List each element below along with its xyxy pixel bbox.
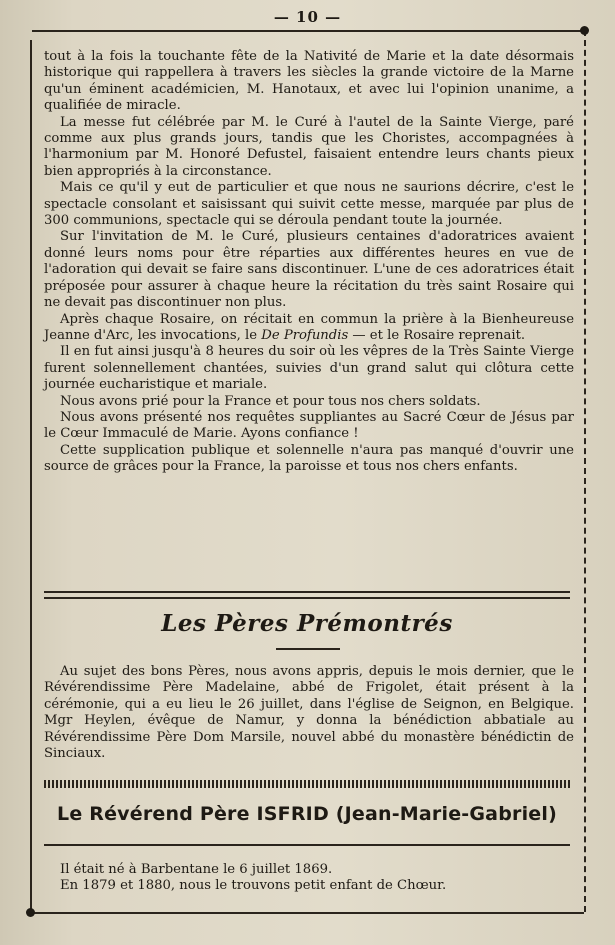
paragraph: En 1879 et 1880, nous le trouvons petit enfant de Chœur. — [60, 878, 447, 894]
paragraph: Sur l'invitation de M. le Curé, plusieurs centaines d'adoratrices avaient donné leurs noms pour être réparties aux différentes heures en vue de l'adoration qui devait se faire sans discontinuer. L'une de ces adoratrices était préposée pour assurer à chaque heure la récitation du très saint Rosaire qui ne devait pas discontinuer non plus. — [44, 229, 574, 311]
section-heading: Les Pères Prémontrés — [161, 610, 453, 637]
paragraph: Nous avons présenté nos requêtes suppliantes au Sacré Cœur de Jésus par le Cœur Immaculé de Marie. Ayons confiance ! — [44, 409, 574, 442]
heading-underline — [44, 844, 570, 846]
premontres-article — [44, 664, 574, 762]
frame-left-border — [30, 40, 32, 912]
paragraph-text: — et le Rosaire reprenait. — [348, 327, 526, 343]
paragraph: Mais ce qu'il y eut de particulier et que nous ne saurions décrire, c'est le spectacle consolant et saisissant qui suivit cette messe, marquée par plus de 300 communions, spectacle qui se déroula pendant toute la journée. — [44, 180, 574, 229]
page-number: — 10 — — [273, 8, 342, 26]
section-heading: Le Révérend Père ISFRID (Jean-Marie-Gabriel) — [57, 803, 557, 825]
section-divider — [44, 591, 570, 599]
main-article — [44, 49, 574, 476]
paragraph-text: Après chaque Rosaire, on récitait en commun la prière à la Bienheureuse Jeanne d'Arc, les invocations, le — [44, 311, 574, 343]
heading-underline — [276, 648, 340, 650]
paragraph: Cette supplication publique et solennelle n'aura pas manqué d'ouvrir une source de grâces pour la France, la paroisse et tous nos chers enfants. — [44, 442, 574, 475]
paragraph — [44, 312, 574, 345]
paragraph: Au sujet des bons Pères, nous avons appris, depuis le mois dernier, que le Révérendissime Père Madelaine, abbé de Frigolet, était présent à la cérémonie, qui a eu lieu le 26 juillet, dans l'église de Seignon, en Belgique. Mgr Heylen, évêque de Namur, y donna la bénédiction abbatiale au Révérendissime Père Dom Marsile, nouvel abbé du monastère bénédictin de Sinciaux. — [44, 664, 574, 762]
paragraph: Il était né à Barbentane le 6 juillet 1869. — [60, 862, 333, 877]
frame-top-border — [32, 30, 584, 32]
latin-title: De Profundis — [261, 327, 349, 343]
isfrid-article — [44, 862, 574, 895]
corner-ornament — [580, 26, 589, 35]
frame-bottom-border — [32, 912, 584, 914]
paragraph: La messe fut célébrée par M. le Curé à l'autel de la Sainte Vierge, paré comme aux plus grands jours, tandis que les Choristes, accompagnées à l'harmonium par M. Honoré Defustel, faisaient entendre leurs chants pieux bien appropriés à la circonstance. — [44, 114, 574, 179]
paragraph: Nous avons prié pour la France et pour tous nos chers soldats. — [60, 393, 481, 409]
section-divider — [44, 780, 570, 788]
paragraph: Il en fut ainsi jusqu'à 8 heures du soir où les vêpres de la Très Sainte Vierge furent solennellement chantées, suivies d'un grand salut qui clôtura cette journée eucharistique et mariale. — [44, 344, 574, 393]
frame-right-border — [584, 30, 586, 912]
paragraph: tout à la fois la touchante fête de la Nativité de Marie et la date désormais historique qui rappellera à travers les siècles la grande victoire de la Marne qu'un éminent académicien, M. Hanotaux, et avec lui l'opinion unanime, a qualifiée de miracle. — [44, 49, 574, 114]
corner-ornament — [26, 908, 35, 917]
